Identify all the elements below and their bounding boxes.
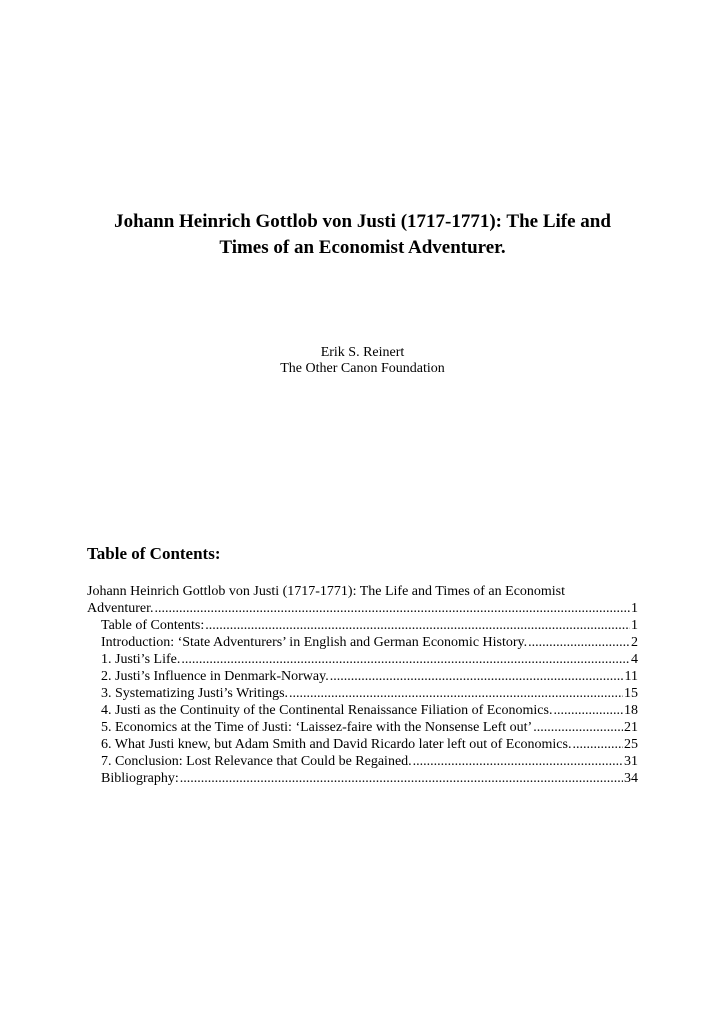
toc-dot-leader: [180, 770, 623, 787]
author-name: Erik S. Reinert: [320, 345, 405, 360]
document-title: [60, 209, 665, 261]
toc-entry-label: 7. Conclusion: Lost Relevance that Could be Regained.: [101, 754, 412, 769]
toc-entry-main-title-line-1[interactable]: Johann Heinrich Gottlob von Justi (1717-1771): The Life and Times of an Economist: [87, 584, 566, 599]
toc-entry-page: 1: [631, 618, 638, 633]
toc-entry-page: 34: [624, 771, 638, 786]
author-affiliation: The Other Canon Foundation: [280, 361, 445, 376]
toc-entry-main-title[interactable]: [87, 600, 638, 617]
toc-entry[interactable]: [87, 685, 638, 702]
toc-entry[interactable]: [87, 668, 638, 685]
toc-entry[interactable]: [87, 719, 638, 736]
title-line-2: Times of an Economist Adventurer.: [219, 237, 506, 258]
toc-dot-leader: [413, 753, 623, 770]
toc-dot-leader: [289, 685, 623, 702]
toc-entry-page: 31: [624, 754, 638, 769]
toc-entry-label: 3. Systematizing Justi’s Writings.: [101, 686, 289, 701]
toc-entry-label: Table of Contents:: [101, 618, 205, 633]
toc-entry[interactable]: [87, 736, 638, 753]
toc-entry[interactable]: [87, 634, 638, 651]
toc-entry-label: 6. What Justi knew, but Adam Smith and David Ricardo later left out of Economics.: [101, 737, 572, 752]
toc-entry-page: 18: [624, 703, 638, 718]
toc-entry-label: 5. Economics at the Time of Justi: ‘Laissez-faire with the Nonsense Left out’: [101, 720, 533, 735]
toc-entry-page: 4: [631, 652, 638, 667]
toc-entry-label: Bibliography:: [101, 771, 179, 786]
toc-dot-leader: [181, 651, 630, 668]
toc-entry-list: [87, 617, 638, 787]
toc-dot-leader: [528, 634, 630, 651]
toc-entry-label: 4. Justi as the Continuity of the Continental Renaissance Filiation of Economics.: [101, 703, 553, 718]
title-line-1: Johann Heinrich Gottlob von Justi (1717-1771): The Life and: [114, 211, 611, 232]
toc-entry-page: 25: [624, 737, 638, 752]
toc-dot-leader: [572, 736, 623, 753]
toc-dot-leader: [205, 617, 630, 634]
toc-entry-page: 11: [624, 669, 638, 684]
toc-dot-leader: [330, 668, 624, 685]
toc-entry[interactable]: [87, 753, 638, 770]
toc-entry-page: 21: [624, 720, 638, 735]
toc-dot-leader: [154, 600, 630, 617]
toc-entry[interactable]: [87, 770, 638, 787]
toc-dot-leader: [553, 702, 623, 719]
author-block: [60, 345, 665, 377]
toc-entry-label: Introduction: ‘State Adventurers’ in English and German Economic History.: [101, 635, 528, 650]
toc-entry-page: 2: [631, 635, 638, 650]
toc-entry-page: 15: [624, 686, 638, 701]
toc-entry-label: 2. Justi’s Influence in Denmark-Norway.: [101, 669, 329, 684]
toc-heading: Table of Contents:: [87, 544, 221, 563]
toc-entry[interactable]: [87, 702, 638, 719]
table-of-contents: [87, 583, 638, 787]
toc-dot-leader: [533, 719, 623, 736]
toc-entry-page: 1: [631, 601, 638, 616]
toc-entry[interactable]: [87, 651, 638, 668]
toc-entry-label: Adventurer.: [87, 601, 154, 616]
toc-entry[interactable]: [87, 617, 638, 634]
toc-entry-label: 1. Justi’s Life.: [101, 652, 181, 667]
